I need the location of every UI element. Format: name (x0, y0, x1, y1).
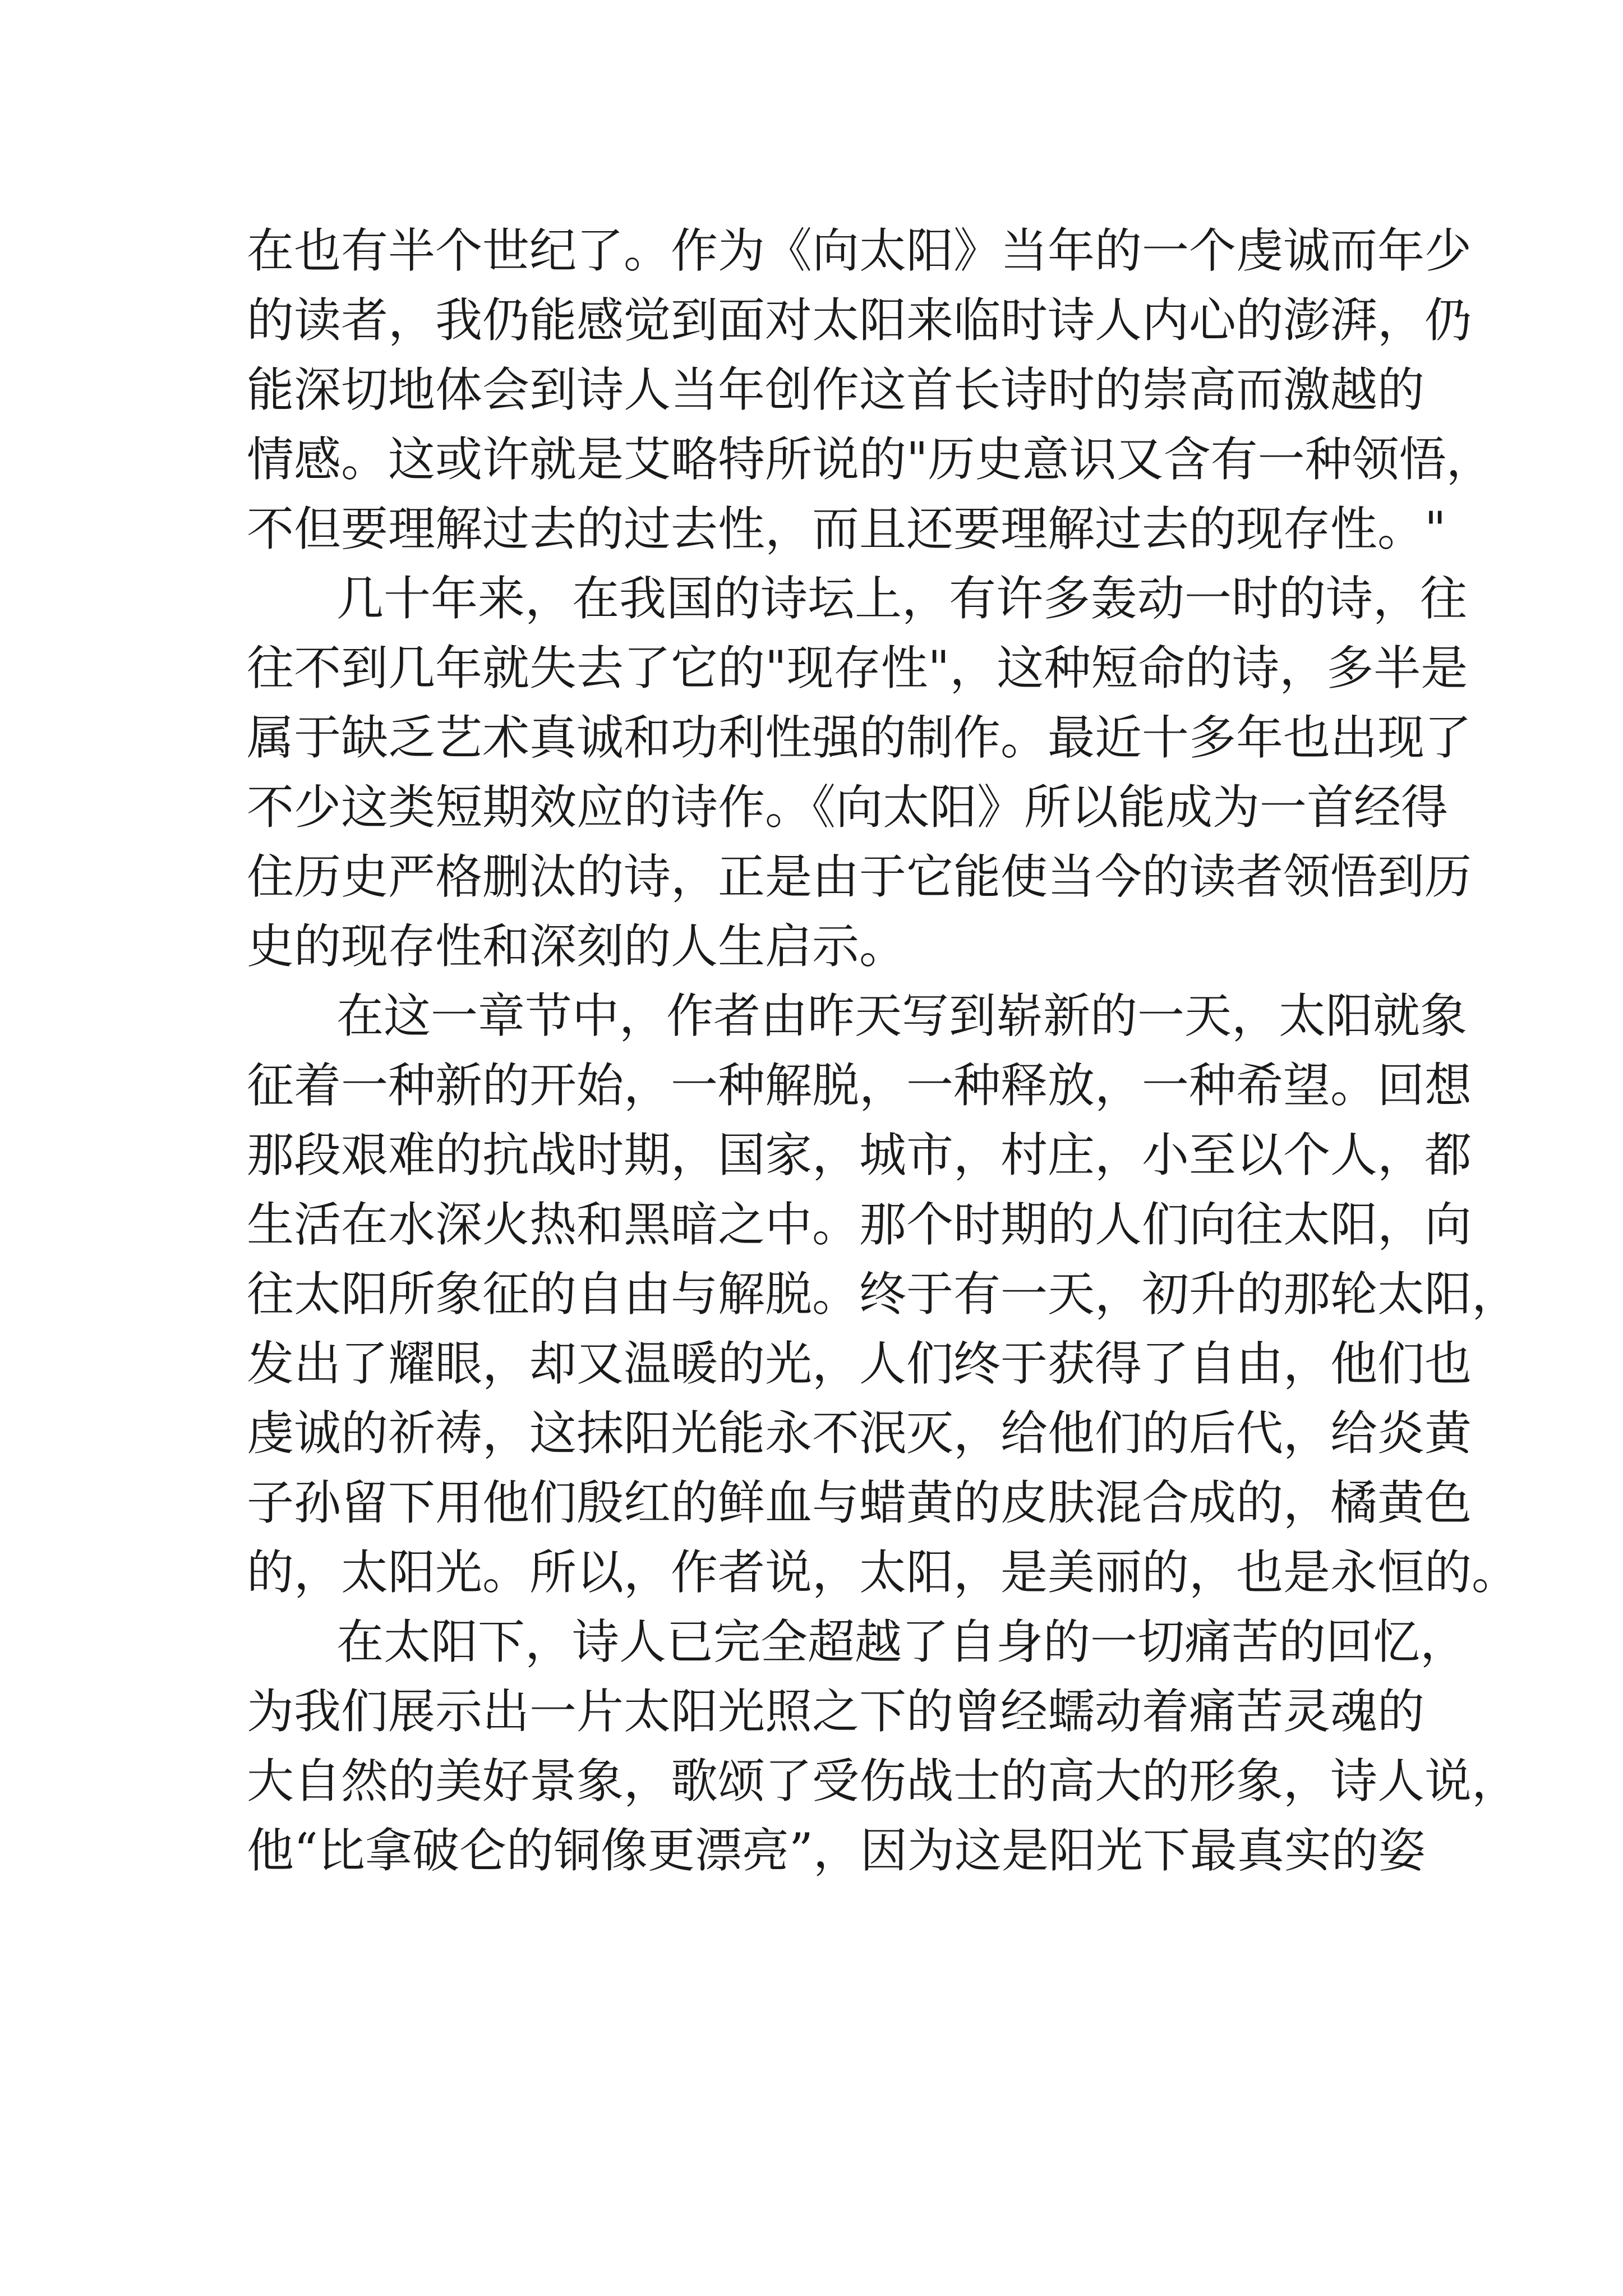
text-line: 住历史严格删汰的诗，正是由于它能使当今的读者领悟到历 (247, 849, 1472, 904)
text-line: 他“比拿破仑的铜像更漂亮”，因为这是阳光下最真实的姿 (247, 1823, 1426, 1878)
text-line: 几十年来，在我国的诗坛上，有许多轰动一时的诗，往 (336, 571, 1468, 626)
text-line: 那段艰难的抗战时期，国家，城市，村庄，小至以个人，都 (247, 1128, 1472, 1182)
text-line: 的，太阳光。所以，作者说，太阳，是美丽的，也是永恒的。 (247, 1545, 1519, 1600)
text-line: 虔诚的祈祷，这抹阳光能永不泯灭，给他们的后代，给炎黄 (247, 1406, 1472, 1461)
body-text (247, 216, 1519, 1885)
text-line: 往太阳所象征的自由与解脱。终于有一天，初升的那轮太阳， (247, 1267, 1519, 1322)
paragraph-4 (247, 1607, 1519, 1885)
text-line: 发出了耀眼，却又温暖的光，人们终于获得了自由，他们也 (247, 1336, 1472, 1391)
text-line: 往不到几年就失去了它的"现存性"，这种短命的诗，多半是 (247, 641, 1468, 696)
text-line: 生活在水深火热和黑暗之中。那个时期的人们向往太阳，向 (247, 1197, 1472, 1252)
text-line: 大自然的美好景象，歌颂了受伤战士的高大的形象，诗人说， (247, 1754, 1519, 1809)
text-line: 在太阳下，诗人已完全超越了自身的一切痛苦的回忆， (336, 1614, 1468, 1669)
text-line: 情感。这或许就是艾略特所说的"历史意识又含有一种领悟， (247, 432, 1493, 487)
text-line: 的读者，我仍能感觉到面对太阳来临时诗人内心的澎湃，仍 (247, 293, 1472, 348)
text-line: 在也有半个世纪了。作为《向太阳》当年的一个虔诚而年少 (247, 223, 1472, 278)
text-line: 征着一种新的开始，一种解脱，一种释放，一种希望。回想 (247, 1058, 1472, 1113)
paragraph-3 (247, 981, 1519, 1607)
text-line: 属于缺乏艺术真诚和功利性强的制作。最近十多年也出现了 (247, 710, 1472, 765)
text-line: 子孙留下用他们殷红的鲜血与蜡黄的皮肤混合成的，橘黄色 (247, 1475, 1472, 1530)
text-line: 能深切地体会到诗人当年创作这首长诗时的崇高而激越的 (247, 362, 1425, 417)
text-line: 在这一章节中，作者由昨天写到崭新的一天，太阳就象 (336, 988, 1468, 1043)
paragraph-1 (247, 216, 1493, 564)
text-line: 为我们展示出一片太阳光照之下的曾经蠕动着痛苦灵魂的 (247, 1684, 1425, 1739)
paragraph-2 (247, 564, 1472, 981)
text-line: 不但要理解过去的过去性，而且还要理解过去的现存性。" (247, 501, 1446, 556)
text-line: 史的现存性和深刻的人生启示。 (247, 919, 907, 974)
text-line: 不少这类短期效应的诗作。《向太阳》所以能成为一首经得 (247, 780, 1449, 835)
